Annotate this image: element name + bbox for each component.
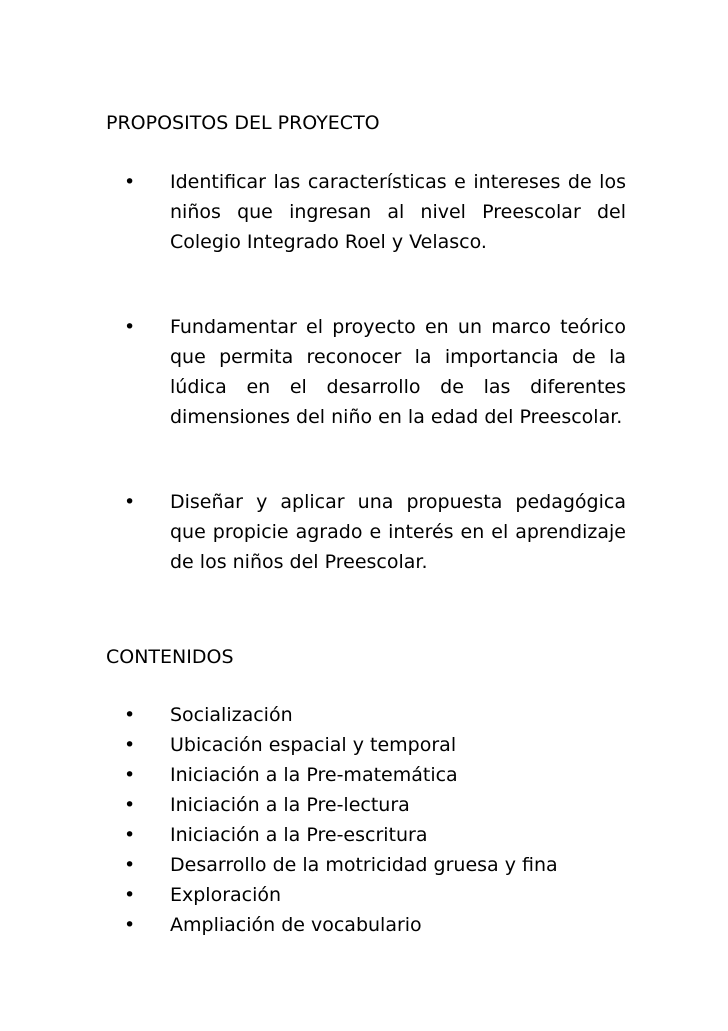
bullet-icon: • <box>124 734 136 756</box>
bullet-icon: • <box>124 794 136 816</box>
section-heading-contenidos: CONTENIDOS <box>106 646 234 668</box>
bullet-icon: • <box>124 316 136 338</box>
bullet-icon: • <box>124 914 136 936</box>
list-item-label: Ampliación de vocabulario <box>170 914 422 936</box>
bullet-icon: • <box>124 824 136 846</box>
purpose-text: Diseñar y aplicar una propuesta pedagógica que propicie agrado e interés en el aprendizaje de los niños del Preescolar. <box>170 491 626 573</box>
list-item-label: Iniciación a la Pre-escritura <box>170 824 428 846</box>
list-item-label: Socialización <box>170 704 293 726</box>
list-item <box>106 910 626 940</box>
list-item <box>106 850 626 880</box>
list-item <box>106 700 626 730</box>
list-item-label: Ubicación espacial y temporal <box>170 734 457 756</box>
contents-list <box>106 700 626 940</box>
bullet-icon: • <box>124 171 136 193</box>
bullet-icon: • <box>124 491 136 513</box>
list-item-label: Iniciación a la Pre-matemática <box>170 764 458 786</box>
section-heading-propositos: PROPOSITOS DEL PROYECTO <box>106 112 380 134</box>
bullet-icon: • <box>124 884 136 906</box>
bullet-icon: • <box>124 704 136 726</box>
list-item <box>106 880 626 910</box>
list-item <box>106 820 626 850</box>
list-item-label: Iniciación a la Pre-lectura <box>170 794 410 816</box>
list-item <box>106 790 626 820</box>
list-item-label: Exploración <box>170 884 282 906</box>
list-item <box>106 730 626 760</box>
list-item <box>106 760 626 790</box>
list-item-label: Desarrollo de la motricidad gruesa y fina <box>170 854 558 876</box>
bullet-icon: • <box>124 854 136 876</box>
purpose-text: Identificar las características e intereses de los niños que ingresan al nivel Preescolar del Colegio Integrado Roel y Velasco. <box>170 171 626 253</box>
purpose-text: Fundamentar el proyecto en un marco teórico que permita reconocer la importancia de la lúdica en el desarrollo de las diferentes dimensiones del niño en la edad del Preescolar. <box>170 316 626 428</box>
bullet-icon: • <box>124 764 136 786</box>
